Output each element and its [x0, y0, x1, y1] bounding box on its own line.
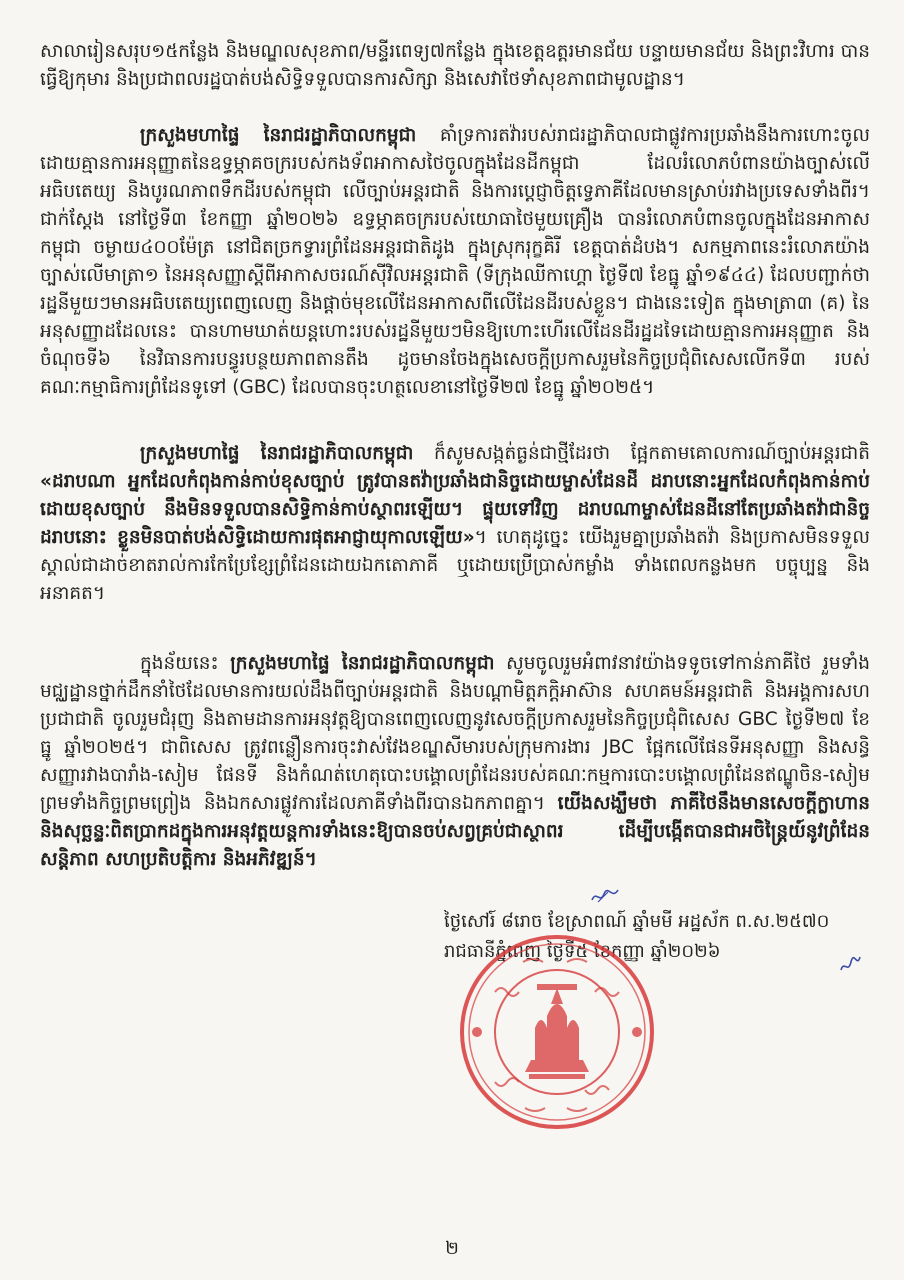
lunar-date-line: ថ្ងៃសៅរ៍ ៨រោច ខែស្រាពណ៍ ឆ្នាំមមី អដ្ឋស័ក ព.ស.២៥៧០ [444, 911, 830, 932]
paragraph-4 [40, 650, 870, 874]
ministry-seal-icon [455, 932, 660, 1132]
paragraph-1-text: សាលារៀនសរុប១៥កន្លែង និងមណ្ឌលសុខភាព/មន្ទីរពេទ្យ៧កន្លែង ក្នុងខេត្តឧត្តរមានជ័យ បន្ទាយមានជ័យ និងព្រះវិហារ បានធ្វើឱ្យកុមារ និងប្រជាពលរដ្ឋបាត់បង់សិទ្ធិទទួលបានការសិក្សា និងសេវាថែទាំសុខភាពជាមូលដ្ឋាន។ [40, 41, 870, 90]
signature-initial-icon [838, 954, 862, 976]
paragraph-3-text: ក៏សូមសង្កត់ធ្ងន់ជាថ្មីដែរថា ផ្អែកតាមគោលការណ៍ច្បាប់អន្តរជាតិ [413, 443, 871, 464]
paragraph-2-text: គាំទ្រការតវ៉ារបស់រាជរដ្ឋាភិបាលជាផ្លូវការប្រឆាំងនឹងការហោះចូលដោយគ្មានការអនុញ្ញាតនៃឧទ្ធម្ភាគចក្រ​របស់កងទ័ពអាកាសថៃចូលក្នុងដែនដីកម្ពុជា ដែលរំលោភបំពានយ៉ាងច្បាស់លើអធិបតេយ្យ និងបូរណភាពទឹកដីរបស់កម្ពុជា លើច្បាប់អន្តរជាតិ និងការប្តេជ្ញាចិត្តទ្វេភាគីដែលមានស្រាប់រវាងប្រទេសទាំងពីរ។ ជាក់ស្តែង នៅថ្ងៃទី៣ ខែកញ្ញា ឆ្នាំ២០២៦ ឧទ្ធម្ភាគចក្ររបស់យោធាថៃមួយគ្រឿង បានរំលោភបំពានចូលក្នុងដែនអាកាសកម្ពុជា ចម្ងាយ៤០០ម៉ែត្រ នៅជិតច្រកទ្វារព្រំដែនអន្តរជាតិដូង ក្នុងស្រុករុក្ខគិរី ខេត្តបាត់ដំបង។ សកម្មភាពនេះរំលោភយ៉ាងច្បាស់លើមាត្រា១ នៃអនុសញ្ញាស្តីពីអាកាសចរណ៍ស៊ីវិលអន្តរជាតិ (ទីក្រុងឈីកាហ្គោ ថ្ងៃទី៧ ខែធ្នូ ឆ្នាំ១៩៤៤) ដែលបញ្ជាក់ថា រដ្ឋនីមួយៗមានអធិបតេយ្យពេញលេញ និងផ្តាច់មុខលើដែនអាកាសពីលើដែនដីរបស់ខ្លួន។ ជាងនេះទៀត ក្នុងមាត្រា៣ (គ) នៃអនុសញ្ញាដដែលនេះ បានហាមឃាត់យន្តហោះរបស់រដ្ឋនីមួយៗមិនឱ្យហោះហើរលើដែនដីរដ្ឋដទៃដោយគ្មានការអនុញ្ញាត និងចំណុចទី៦ នៃវិធានការបន្ធូរបន្ថយភាពតានតឹង ដូចមានចែងក្នុងសេចក្តីប្រកាសរួមនៃកិច្ចប្រជុំពិសេសលើកទី៣ របស់គណៈកម្មាធិការព្រំដែនទូទៅ (GBC) ដែលបានចុះហត្ថលេខានៅថ្ងៃទី២៧ ខែធ្នូ ឆ្នាំ២០២៥។ [40, 125, 871, 398]
ministry-name: ក្រសួងមហាផ្ទៃ នៃរាជរដ្ឋាភិបាលកម្ពុជា [140, 125, 417, 146]
signature-initial-icon [590, 886, 620, 906]
ministry-name: ក្រសួងមហាផ្ទៃ នៃរាជរដ្ឋាភិបាលកម្ពុជា [230, 653, 495, 674]
page-number: ២ [445, 1238, 459, 1259]
paragraph-4-start: ក្នុងន័យនេះ [140, 653, 231, 674]
ministry-name: ក្រសួងមហាផ្ទៃ នៃរាជរដ្ឋាភិបាលកម្ពុជា [140, 443, 414, 464]
legal-principle-quote: «ដរាបណា អ្នកដែលកំពុងកាន់កាប់ខុសច្បាប់ ត្រូវបានតវ៉ាប្រឆាំងជានិច្ចដោយម្ចាស់ដែនដី ដរាបនោះអ្នកដែលកំពុងកាន់កាប់ដោយខុសច្បាប់ នឹងមិនទទួលបានសិទ្ធិកាន់កាប់ស្ថាពរឡើយ។ ផ្ទុយទៅវិញ ដរាបណាម្ចាស់ដែនដីនៅតែប្រឆាំងតវ៉ាជានិច្ច ដរាបនោះ ខ្លួនមិនបាត់បង់សិទ្ធិដោយការផុតអាជ្ញាយុកាលឡើយ» [40, 471, 870, 548]
paragraph-4-conclusion: យើងសង្ឃឹមថា ភាគីថៃនឹងមានសេចក្តីក្លាហាន និងសុច្ឆន្ទៈពិតប្រាកដក្នុងការអនុវត្តយន្តការទាំងនេះឱ្យបានចប់សព្វគ្រប់ជាស្ថាពរ ដើម្បីបង្កើតបានជាអចិន្ត្រៃយ៍នូវព្រំដែនសន្តិភាព សហប្រតិបត្តិការ និងអភិវឌ្ឍន៍។ [40, 793, 870, 870]
paragraph-2 [40, 122, 870, 402]
paragraph-1 [40, 38, 870, 94]
paragraph-4-text: សូមចូលរួមអំពាវនាវយ៉ាងទទូចទៅកាន់ភាគីថៃ រួមទាំងមជ្ឈដ្ឋានថ្នាក់ដឹកនាំថៃដែលមានការយល់ដឹងពីច្បាប់អន្តរជាតិ និងបណ្តាមិត្តភក្តិអាស៊ាន សហគមន៍អន្តរជាតិ និងអង្គការសហប្រជាជាតិ ចូលរួមជំរុញ និងតាមដានការអនុវត្តឱ្យបានពេញលេញនូវសេចក្តីប្រកាសរួមនៃកិច្ចប្រជុំពិសេស GBC ថ្ងៃទី២៧ ខែធ្នូ ឆ្នាំ២០២៥។ ជាពិសេស ត្រូវពន្លឿនការចុះវាស់វែងខណ្ឌសីមារបស់ក្រុមការងារ JBC ផ្អែកលើផែនទីអនុសញ្ញា និងសន្ធិសញ្ញារវាងបារាំង-សៀម ផែនទី និងកំណត់ហេតុបោះបង្គោលព្រំដែនរបស់គណៈកម្មការបោះបង្គោលព្រំដែនឥណ្ឌូចិន-សៀម ព្រមទាំងកិច្ចព្រមព្រៀង និងឯកសារផ្លូវការដែលភាគីទាំងពីរបានឯកភាពគ្នា។ [40, 653, 870, 814]
paragraph-3 [40, 440, 870, 608]
place-date-line: រាជធានីភ្នំពេញ ថ្ងៃទី៥ ខែកញ្ញា ឆ្នាំ២០២៦ [444, 941, 721, 962]
paragraph-3-end: ។ ហេតុដូច្នេះ យើងរួមគ្នាប្រឆាំងតវ៉ា និងប្រកាសមិនទទួលស្គាល់ជាដាច់ខាតរាល់ការកែប្រែខ្សែព្រំដែនដោយឯកតោភាគី ឬដោយប្រើប្រាស់កម្លាំង ទាំងពេលកន្លងមក បច្ចុប្បន្ន និងអនាគត។ [40, 527, 870, 604]
